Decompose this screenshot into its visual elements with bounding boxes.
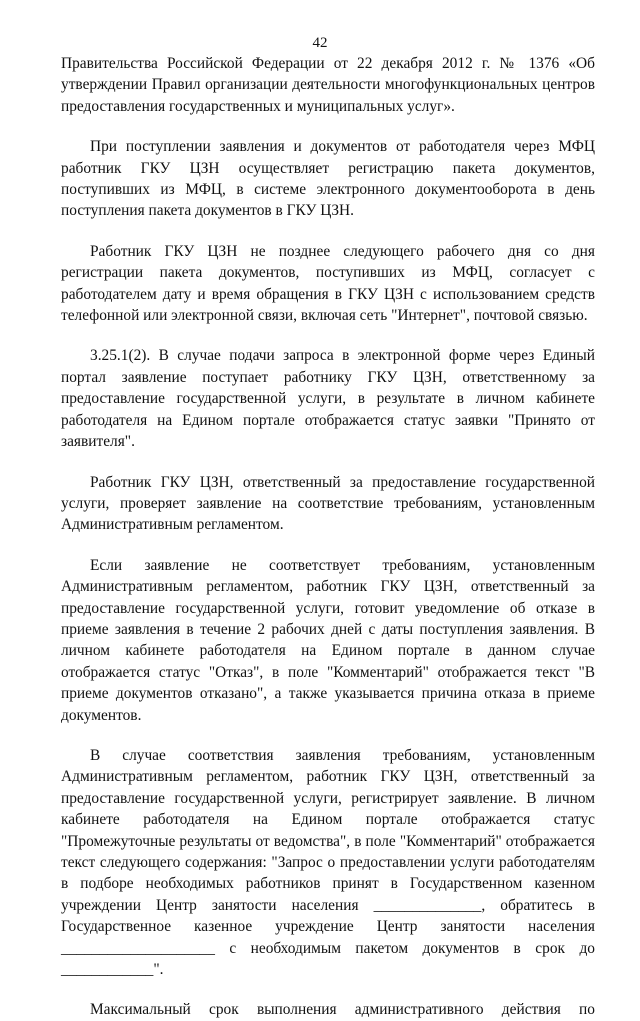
document-body	[61, 53, 595, 1021]
paragraph-max-term: Максимальный срок выполнения административного действия по	[90, 1001, 595, 1019]
paragraph-date-agreement: Работник ГКУ ЦЗН не позднее следующего рабочего дня со дня регистрации пакета документов, поступивших из МФЦ, согласует с работодателем дату и время обращения в ГКУ ЦЗН с использованием средств телефонной или электронной связи, включая сеть "Интернет", почтовой связью.	[61, 242, 595, 325]
paragraph-refusal: Если заявление не соответствует требованиям, установленным Административным регламентом, работник ГКУ ЦЗН, ответственный за предоставление государственной услуги, готовит уведомление об отказе в приеме заявления в течение 2 рабочих дней с даты поступления заявления. В личном кабинете работодателя на Едином портале в данном случае отображается статус "Отказ", в поле "Комментарий" отображается текст "В приеме документов отказано", а также указывается причина отказа в приеме документов.	[61, 556, 595, 724]
page-number: 42	[312, 35, 328, 51]
paragraph-mfc-registration: При поступлении заявления и документов от работодателя через МФЦ работник ГКУ ЦЗН осуществляет регистрацию пакета документов, поступивших из МФЦ, в системе электронного документооборота в день поступления пакета документов в ГКУ ЦЗН.	[61, 138, 595, 220]
paragraph-verification: Работник ГКУ ЦЗН, ответственный за предоставление государственной услуги, проверяет заявление на соответствие требованиям, установленным Административным регламентом.	[61, 473, 595, 534]
paragraph-registration: В случае соответствия заявления требованиям, установленным Административным регламентом, работник ГКУ ЦЗН, ответственный за предоставление государственной услуги, регистрирует заявление. В личном кабинете работодателя на Едином портале отображается статус "Промежуточные результаты от ведомства", в поле "Комментарий" отображается текст следующего содержания: "Запрос о предоставлении услуги работодателям в подборе необходимых работников принят в Государственном казенном учреждении Центр занятости населения ______________, обратитесь в Государственное казенное учреждение Центр занятости населения ____________________ с необходимым пакетом документов в срок до ____________".	[61, 746, 595, 979]
paragraph-electronic-request: 3.25.1(2). В случае подачи запроса в электронной форме через Единый портал заявление поступает работнику ГКУ ЦЗН, ответственному за предоставление государственной услуги, в результате в личном кабинете работодателя на Едином портале отображается статус заявки "Принято от заявителя".	[61, 347, 595, 451]
paragraph-continuation: Правительства Российской Федерации от 22 декабря 2012 г. № 1376 «Об утверждении Правил организации деятельности многофункциональных центров предоставления государственных и муниципальных услуг».	[61, 55, 595, 115]
